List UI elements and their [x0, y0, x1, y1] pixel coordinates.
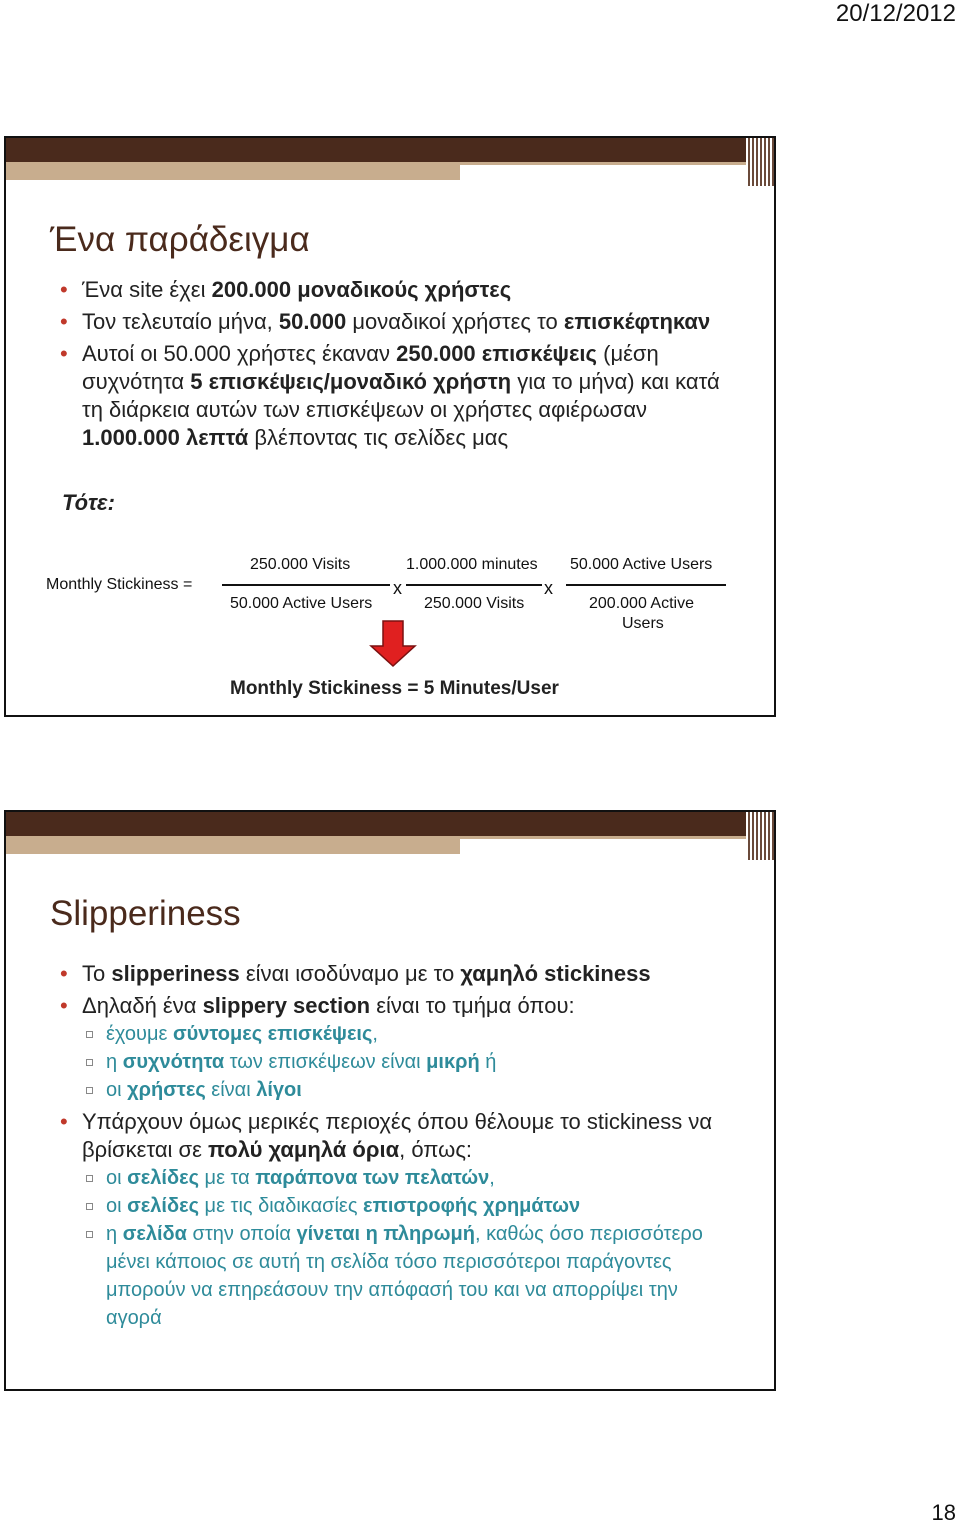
page-number: 18	[931, 1500, 956, 1525]
slide-accent-line	[460, 836, 750, 839]
fraction-line	[406, 584, 542, 586]
slide-stripe-decoration	[746, 138, 774, 186]
fraction-line	[566, 584, 726, 586]
slide-top-bar	[6, 812, 774, 836]
slide-slipperiness	[4, 810, 776, 1391]
sub-item: οι σελίδες με τις διαδικασίες επιστροφής χρημάτων	[82, 1192, 730, 1220]
bullet-item: • Ένα site έχει 200.000 μοναδικούς χρήστες	[60, 276, 730, 304]
sub-list	[82, 1164, 730, 1332]
denominator-active-users: 50.000 Active Users	[230, 595, 373, 612]
bullet-list	[60, 276, 730, 456]
date-header: 20/12/2012	[835, 0, 956, 27]
sub-item: η συχνότητα των επισκέψεων είναι μικρή ή	[82, 1048, 730, 1076]
slide-accent-bar	[6, 836, 460, 854]
denominator-visits: 250.000 Visits	[424, 595, 525, 612]
sub-item: οι χρήστες είναι λίγοι	[82, 1076, 730, 1104]
fraction-line	[222, 584, 390, 586]
bullet-item: • Δηλαδή ένα slippery section είναι το τμήμα όπου: έχουμε σύντομες επισκέψεις, η συχνότητα των επισκέψεων είναι μικρή ή οι χρήστες είναι λίγοι	[60, 992, 730, 1104]
sub-item: οι σελίδες με τα παράπονα των πελατών,	[82, 1164, 730, 1192]
slide-accent-bar	[6, 162, 460, 180]
numerator-visits: 250.000 Visits	[250, 556, 351, 573]
slide-title: Slipperiness	[50, 894, 241, 933]
result-text: Monthly Stickiness = 5 Minutes/User	[230, 678, 559, 699]
sub-list	[82, 1020, 730, 1104]
numerator-active-users: 50.000 Active Users	[570, 556, 713, 573]
denominator-total-users-cont: Users	[622, 615, 664, 632]
bullet-item: • Τον τελευταίο μήνα, 50.000 μοναδικοί χρήστες το επισκέφτηκαν	[60, 308, 730, 336]
bullet-item: • Υπάρχουν όμως μερικές περιοχές όπου θέλουμε το stickiness να βρίσκεται σε πολύ χαμηλά όρια, όπως: οι σελίδες με τα παράπονα των πελατών, οι σελίδες με τις διαδικασίες επιστροφής χρημάτων η σελίδα στην οποία γίνεται η πληρωμή, καθώς όσο περισσότερο μένει κάποιος σε αυτή τη σελίδα τόσο περισσότεροι παράγοντες μπορούν να επηρεάσουν την απόφασή του και να απορρίψει την αγορά	[60, 1108, 730, 1332]
slide-accent-line	[460, 162, 750, 165]
slide-stripe-decoration	[746, 812, 774, 860]
bullet-item: • Αυτοί οι 50.000 χρήστες έκαναν 250.000 επισκέψεις (μέση συχνότητα 5 επισκέψεις/μοναδικό χρήστη για το μήνα) και κατά τη διάρκεια αυτών των επισκέψεων οι χρήστες αφιέρωσαν 1.000.000 λεπτά βλέποντας τις σελίδες μας	[60, 340, 730, 452]
bullet-item: • Το slipperiness είναι ισοδύναμο με το χαμηλό stickiness	[60, 960, 730, 988]
then-label: Τότε:	[62, 490, 115, 515]
numerator-minutes: 1.000.000 minutes	[406, 556, 538, 573]
slide-title: Ένα παράδειγμα	[50, 220, 310, 259]
bullet-list	[60, 960, 730, 1336]
times-sign: x	[544, 578, 553, 598]
sub-item: έχουμε σύντομες επισκέψεις,	[82, 1020, 730, 1048]
slide-example	[4, 136, 776, 717]
formula-lhs: Monthly Stickiness =	[46, 576, 193, 593]
denominator-total-users: 200.000 Active	[589, 595, 694, 612]
times-sign: x	[393, 578, 402, 598]
down-arrow-icon	[368, 620, 418, 668]
slide-top-bar	[6, 138, 774, 162]
sub-item: η σελίδα στην οποία γίνεται η πληρωμή, καθώς όσο περισσότερο μένει κάποιος σε αυτή τη σελίδα τόσο περισσότεροι παράγοντες μπορούν να επηρεάσουν την απόφασή του και να απορρίψει την αγορά	[82, 1220, 730, 1332]
